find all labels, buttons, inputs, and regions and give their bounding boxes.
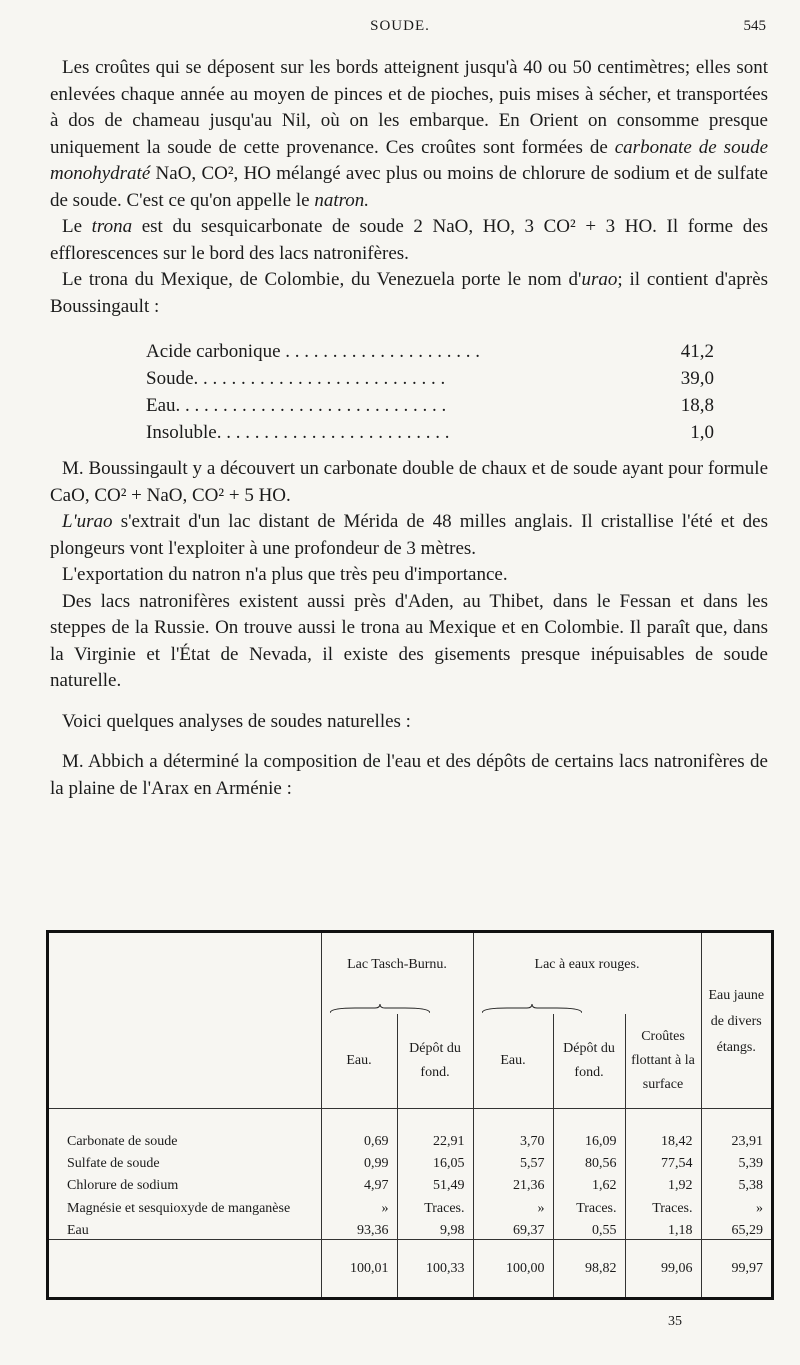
paragraph-croutes [50,55,768,214]
emphasis: L'urao [62,511,113,532]
composition-row [146,392,714,419]
value-cell: Traces. [625,1194,701,1216]
composition-value: 39,0 [680,368,714,389]
total-cell: 99,06 [625,1240,701,1297]
text-run: Le trona du Mexique, de Colombie, du Venezuela porte le nom d' [62,269,582,290]
paragraph-analyses: Voici quelques analyses de soudes naturelles : [62,710,411,732]
value-cell: 5,39 [701,1150,771,1172]
table-row [49,1150,771,1172]
composition-row [146,419,714,446]
emphasis: urao [581,269,618,290]
text-run: Le [62,216,83,237]
value-cell: Traces. [397,1194,473,1216]
total-cell: 99,97 [701,1240,771,1297]
brace-icon [482,1004,582,1014]
value-cell: 4,97 [321,1172,397,1194]
row-label: Eau [67,1223,89,1239]
total-cell: 100,00 [473,1240,553,1297]
emphasis: natron. [314,189,370,211]
running-header [0,18,800,42]
paragraph-trona [50,214,768,267]
composition-value: 1,0 [690,422,714,443]
total-cell: 100,01 [321,1240,397,1297]
table-body [49,1108,771,1239]
value-cell: 1,62 [553,1172,625,1194]
value-cell: 0,55 [553,1217,625,1240]
text-run: est du sesquicarbonate de soude 2 NaO, HO, 3 CO² + 3 HO. Il forme des efflorescences sur le bord des lacs natronifères. [50,216,769,264]
table-row [49,1194,771,1216]
row-label: Carbonate de soude [67,1133,178,1149]
value-cell: 3,70 [473,1108,553,1149]
value-cell: 16,09 [553,1108,625,1149]
totals-row [49,1240,771,1297]
col-header: Dépôt du fond. [553,1014,625,1108]
composition-label: Acide carbonique . . . . . . . . . . . . . . . . . . . . . [146,341,481,362]
composition-list [146,338,714,446]
value-cell: 16,05 [397,1150,473,1172]
value-cell: 5,38 [701,1172,771,1194]
header-title: SOUDE. [370,18,430,34]
col-header: Croûtes flottant à la surface [625,1014,701,1108]
paragraph-urao [50,267,768,320]
total-cell: 100,33 [397,1240,473,1297]
value-cell: 21,36 [473,1172,553,1194]
value-cell: 51,49 [397,1172,473,1194]
total-cell: 98,82 [553,1240,625,1297]
value-cell: 80,56 [553,1150,625,1172]
signature-mark: 35 [668,1314,682,1329]
value-cell: » [701,1194,771,1216]
group-header-rouges: Lac à eaux rouges. [473,933,701,1014]
composition-label: Soude. . . . . . . . . . . . . . . . . . . . . . . . . . . [146,368,446,389]
group-header-tasch: Lac Tasch-Burnu. [321,933,473,1014]
value-cell: Traces. [553,1194,625,1216]
text-run: NaO, CO², HO mélangé avec plus ou moins de chlorure de sodium et de sulfate de soude. C'est ce qu'on appelle le [50,163,768,211]
col-header: Eau. [321,1014,397,1108]
composition-value: 41,2 [680,341,714,362]
table-row [49,1217,771,1240]
col-header: Dépôt du fond. [397,1014,473,1108]
analysis-table [46,930,774,1300]
value-cell: 23,91 [701,1108,771,1149]
text-run: Les croûtes qui se déposent sur les bords atteignent jusqu'à 40 ou 50 centimètres; elles sont enlevées chaque année au moyen de pinces et de pioches, puis mises à sécher, et transportées à dos de chameau jusqu'au Nil, où on les embarque. En Orient on consomme presque uniquement la soude de cette provenance. Ces croûtes sont formées de [50,57,768,158]
page-number: 545 [743,18,766,34]
text-run: s'extrait d'un lac distant de Mérida de 48 milles anglais. Il cristallise l'été et des plongeurs vont l'exploiter à une profondeur de 3 mètres. [50,511,768,559]
value-cell: 5,57 [473,1150,553,1172]
emphasis: carbonate de soude monohydraté [50,136,768,184]
row-label: Chlorure de sodium [67,1178,179,1194]
paragraph-lacs: Des lacs natronifères existent aussi près d'Aden, au Thibet, dans le Fessan et dans les steppes de la Russie. On trouve aussi le trona au Mexique et en Colombie. Il paraît que, dans la Virginie et l'État de Nevada, il existe des gisements presque inépuisables de soude naturelle. [50,590,768,691]
value-cell: 22,91 [397,1108,473,1149]
emphasis: trona [91,216,133,237]
value-cell: 0,69 [321,1108,397,1149]
table-row [49,1172,771,1194]
value-cell: 1,18 [625,1217,701,1240]
composition-row [146,338,714,365]
value-cell: 65,29 [701,1217,771,1240]
value-cell: 77,54 [625,1150,701,1172]
value-cell: 1,92 [625,1172,701,1194]
paragraph-boussingault: M. Boussingault y a découvert un carbonate double de chaux et de soude ayant pour formule CaO, CO² + NaO, CO² + 5 HO. [50,458,768,506]
row-label: Sulfate de soude [67,1155,160,1171]
totals-label [49,1240,321,1297]
composition-row [146,365,714,392]
composition-label: Insoluble. . . . . . . . . . . . . . . . . . . . . . . . . [146,422,450,443]
value-cell: 93,36 [321,1217,397,1240]
col-header: Eau. [473,1014,553,1108]
brace-icon [330,1004,430,1014]
paragraph-abbich: M. Abbich a déterminé la composition de l'eau et des dépôts de certains lacs natronifères de la plaine de l'Arax en Arménie : [50,751,768,799]
value-cell: 0,99 [321,1150,397,1172]
table-row [49,1108,771,1149]
text-run: ; il contient d'après Boussingault : [50,269,768,317]
value-cell: » [473,1194,553,1216]
table-corner [49,933,321,1108]
composition-value: 18,8 [680,395,714,416]
group-header-jaune: Eau jaune de divers étangs. [701,933,771,1108]
paragraph-merida [50,509,768,562]
paragraph-export: L'exportation du natron n'a plus que très peu d'importance. [62,564,508,585]
value-cell: 69,37 [473,1217,553,1240]
composition-label: Eau. . . . . . . . . . . . . . . . . . . . . . . . . . . . . [146,395,447,416]
body-text [50,55,768,802]
value-cell: 18,42 [625,1108,701,1149]
value-cell: » [321,1194,397,1216]
value-cell: 9,98 [397,1217,473,1240]
row-label: Magnésie et sesquioxyde de manganèse [67,1200,291,1216]
